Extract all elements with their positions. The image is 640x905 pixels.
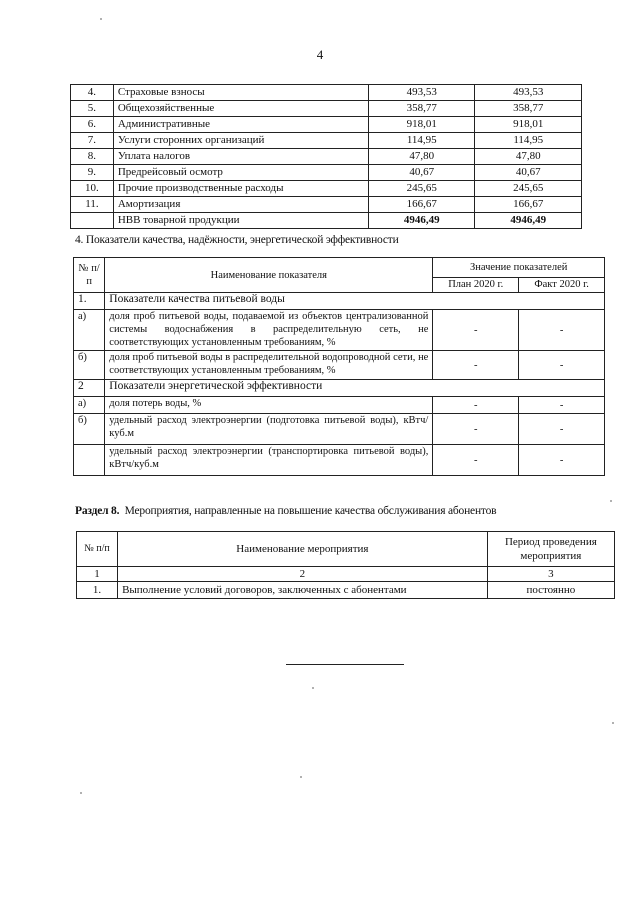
section-4-heading: 4. Показатели качества, надёжности, энергетической эффективности bbox=[75, 234, 399, 246]
table-row bbox=[71, 85, 582, 101]
table-row bbox=[74, 397, 605, 414]
table-row bbox=[71, 165, 582, 181]
total-row bbox=[71, 213, 582, 229]
row-plan-value: 114,95 bbox=[369, 133, 475, 149]
col-header-number: № п/п bbox=[77, 532, 118, 567]
row-fact-value: 114,95 bbox=[475, 133, 582, 149]
table-row bbox=[74, 445, 605, 476]
scan-speck bbox=[80, 792, 82, 794]
total-plan-value: 4946,49 bbox=[369, 213, 475, 229]
row-plan-value: - bbox=[433, 414, 519, 445]
group-title: Показатели энергетической эффективности bbox=[105, 380, 605, 397]
row-name: доля проб питьевой воды в распределительной водопроводной сети, не соответствующих установленным требованиям, % bbox=[105, 351, 433, 380]
quality-indicators-table bbox=[73, 257, 605, 476]
row-name: Услуги сторонних организаций bbox=[113, 133, 368, 149]
col-header-fact: Факт 2020 г. bbox=[519, 277, 605, 292]
row-plan-value: - bbox=[433, 310, 519, 351]
page-number: 4 bbox=[316, 47, 324, 62]
header-row bbox=[74, 258, 605, 278]
row-fact-value: 493,53 bbox=[475, 85, 582, 101]
row-plan-value: 493,53 bbox=[369, 85, 475, 101]
scan-speck bbox=[300, 776, 302, 778]
table-row bbox=[74, 351, 605, 380]
total-label: НВВ товарной продукции bbox=[113, 213, 368, 229]
row-number: б) bbox=[74, 351, 105, 380]
section-8-label: Раздел 8. bbox=[75, 505, 120, 517]
scan-speck bbox=[100, 18, 102, 20]
scan-speck bbox=[610, 500, 612, 502]
row-name: Административные bbox=[113, 117, 368, 133]
row-number: 8. bbox=[71, 149, 114, 165]
row-number: б) bbox=[74, 414, 105, 445]
group-row bbox=[74, 293, 605, 310]
row-number bbox=[74, 445, 105, 476]
row-number: 6. bbox=[71, 117, 114, 133]
row-number: 1. bbox=[77, 582, 118, 599]
row-number: 7. bbox=[71, 133, 114, 149]
row-plan-value: 40,67 bbox=[369, 165, 475, 181]
col-header-number: № п/п bbox=[74, 258, 105, 293]
row-number: 10. bbox=[71, 181, 114, 197]
section-8-title: Мероприятия, направленные на повышение качества обслуживания абонентов bbox=[124, 505, 497, 517]
col-header-values: Значение показателей bbox=[433, 258, 605, 278]
measures-table bbox=[76, 531, 615, 599]
row-fact-value: - bbox=[519, 445, 605, 476]
row-name: доля проб питьевой воды, подаваемой из объектов централизованной системы водоснабжения в распределительную сеть, не соответствующих установленным требованиям, % bbox=[105, 310, 433, 351]
row-name: Страховые взносы bbox=[113, 85, 368, 101]
row-plan-value: 245,65 bbox=[369, 181, 475, 197]
table-row bbox=[71, 181, 582, 197]
index-row bbox=[77, 567, 615, 582]
header-row bbox=[77, 532, 615, 567]
row-fact-value: - bbox=[519, 414, 605, 445]
row-fact-value: 358,77 bbox=[475, 101, 582, 117]
row-fact-value: - bbox=[519, 351, 605, 380]
col-index: 2 bbox=[118, 567, 488, 582]
row-plan-value: 47,80 bbox=[369, 149, 475, 165]
table-row bbox=[74, 310, 605, 351]
row-number: 4. bbox=[71, 85, 114, 101]
table-row bbox=[71, 133, 582, 149]
table-row bbox=[71, 101, 582, 117]
table-row bbox=[71, 149, 582, 165]
row-name: удельный расход электроэнергии (транспортировка питьевой воды), кВтч/куб.м bbox=[105, 445, 433, 476]
col-header-plan: План 2020 г. bbox=[433, 277, 519, 292]
group-number: 1. bbox=[74, 293, 105, 310]
row-name: Уплата налогов bbox=[113, 149, 368, 165]
row-fact-value: - bbox=[519, 310, 605, 351]
separator-line bbox=[286, 664, 404, 665]
row-fact-value: 918,01 bbox=[475, 117, 582, 133]
row-fact-value: 166,67 bbox=[475, 197, 582, 213]
empty-cell bbox=[71, 213, 114, 229]
col-index: 3 bbox=[487, 567, 614, 582]
scan-speck bbox=[312, 687, 314, 689]
row-name: удельный расход электроэнергии (подготовка питьевой воды), кВтч/куб.м bbox=[105, 414, 433, 445]
row-name: Общехозяйственные bbox=[113, 101, 368, 117]
col-header-name: Наименование показателя bbox=[105, 258, 433, 293]
table-row bbox=[71, 117, 582, 133]
row-plan-value: - bbox=[433, 397, 519, 414]
row-name: Амортизация bbox=[113, 197, 368, 213]
row-fact-value: - bbox=[519, 397, 605, 414]
row-fact-value: 245,65 bbox=[475, 181, 582, 197]
total-fact-value: 4946,49 bbox=[475, 213, 582, 229]
col-header-name: Наименование мероприятия bbox=[118, 532, 488, 567]
row-plan-value: - bbox=[433, 351, 519, 380]
group-title: Показатели качества питьевой воды bbox=[105, 293, 605, 310]
group-row bbox=[74, 380, 605, 397]
col-index: 1 bbox=[77, 567, 118, 582]
row-period: постоянно bbox=[487, 582, 614, 599]
row-plan-value: 166,67 bbox=[369, 197, 475, 213]
scan-speck bbox=[612, 722, 614, 724]
row-number: а) bbox=[74, 397, 105, 414]
row-fact-value: 47,80 bbox=[475, 149, 582, 165]
table-row bbox=[71, 197, 582, 213]
section-8-heading bbox=[75, 505, 496, 517]
table-row bbox=[74, 414, 605, 445]
row-name: Выполнение условий договоров, заключенных с абонентами bbox=[118, 582, 488, 599]
row-fact-value: 40,67 bbox=[475, 165, 582, 181]
expenses-table bbox=[70, 84, 582, 229]
row-plan-value: 358,77 bbox=[369, 101, 475, 117]
row-number: 11. bbox=[71, 197, 114, 213]
row-plan-value: - bbox=[433, 445, 519, 476]
group-number: 2 bbox=[74, 380, 105, 397]
row-number: а) bbox=[74, 310, 105, 351]
table-row bbox=[77, 582, 615, 599]
row-name: доля потерь воды, % bbox=[105, 397, 433, 414]
row-plan-value: 918,01 bbox=[369, 117, 475, 133]
row-name: Прочие производственные расходы bbox=[113, 181, 368, 197]
col-header-period: Период проведения мероприятия bbox=[487, 532, 614, 567]
row-number: 5. bbox=[71, 101, 114, 117]
row-number: 9. bbox=[71, 165, 114, 181]
row-name: Предрейсовый осмотр bbox=[113, 165, 368, 181]
